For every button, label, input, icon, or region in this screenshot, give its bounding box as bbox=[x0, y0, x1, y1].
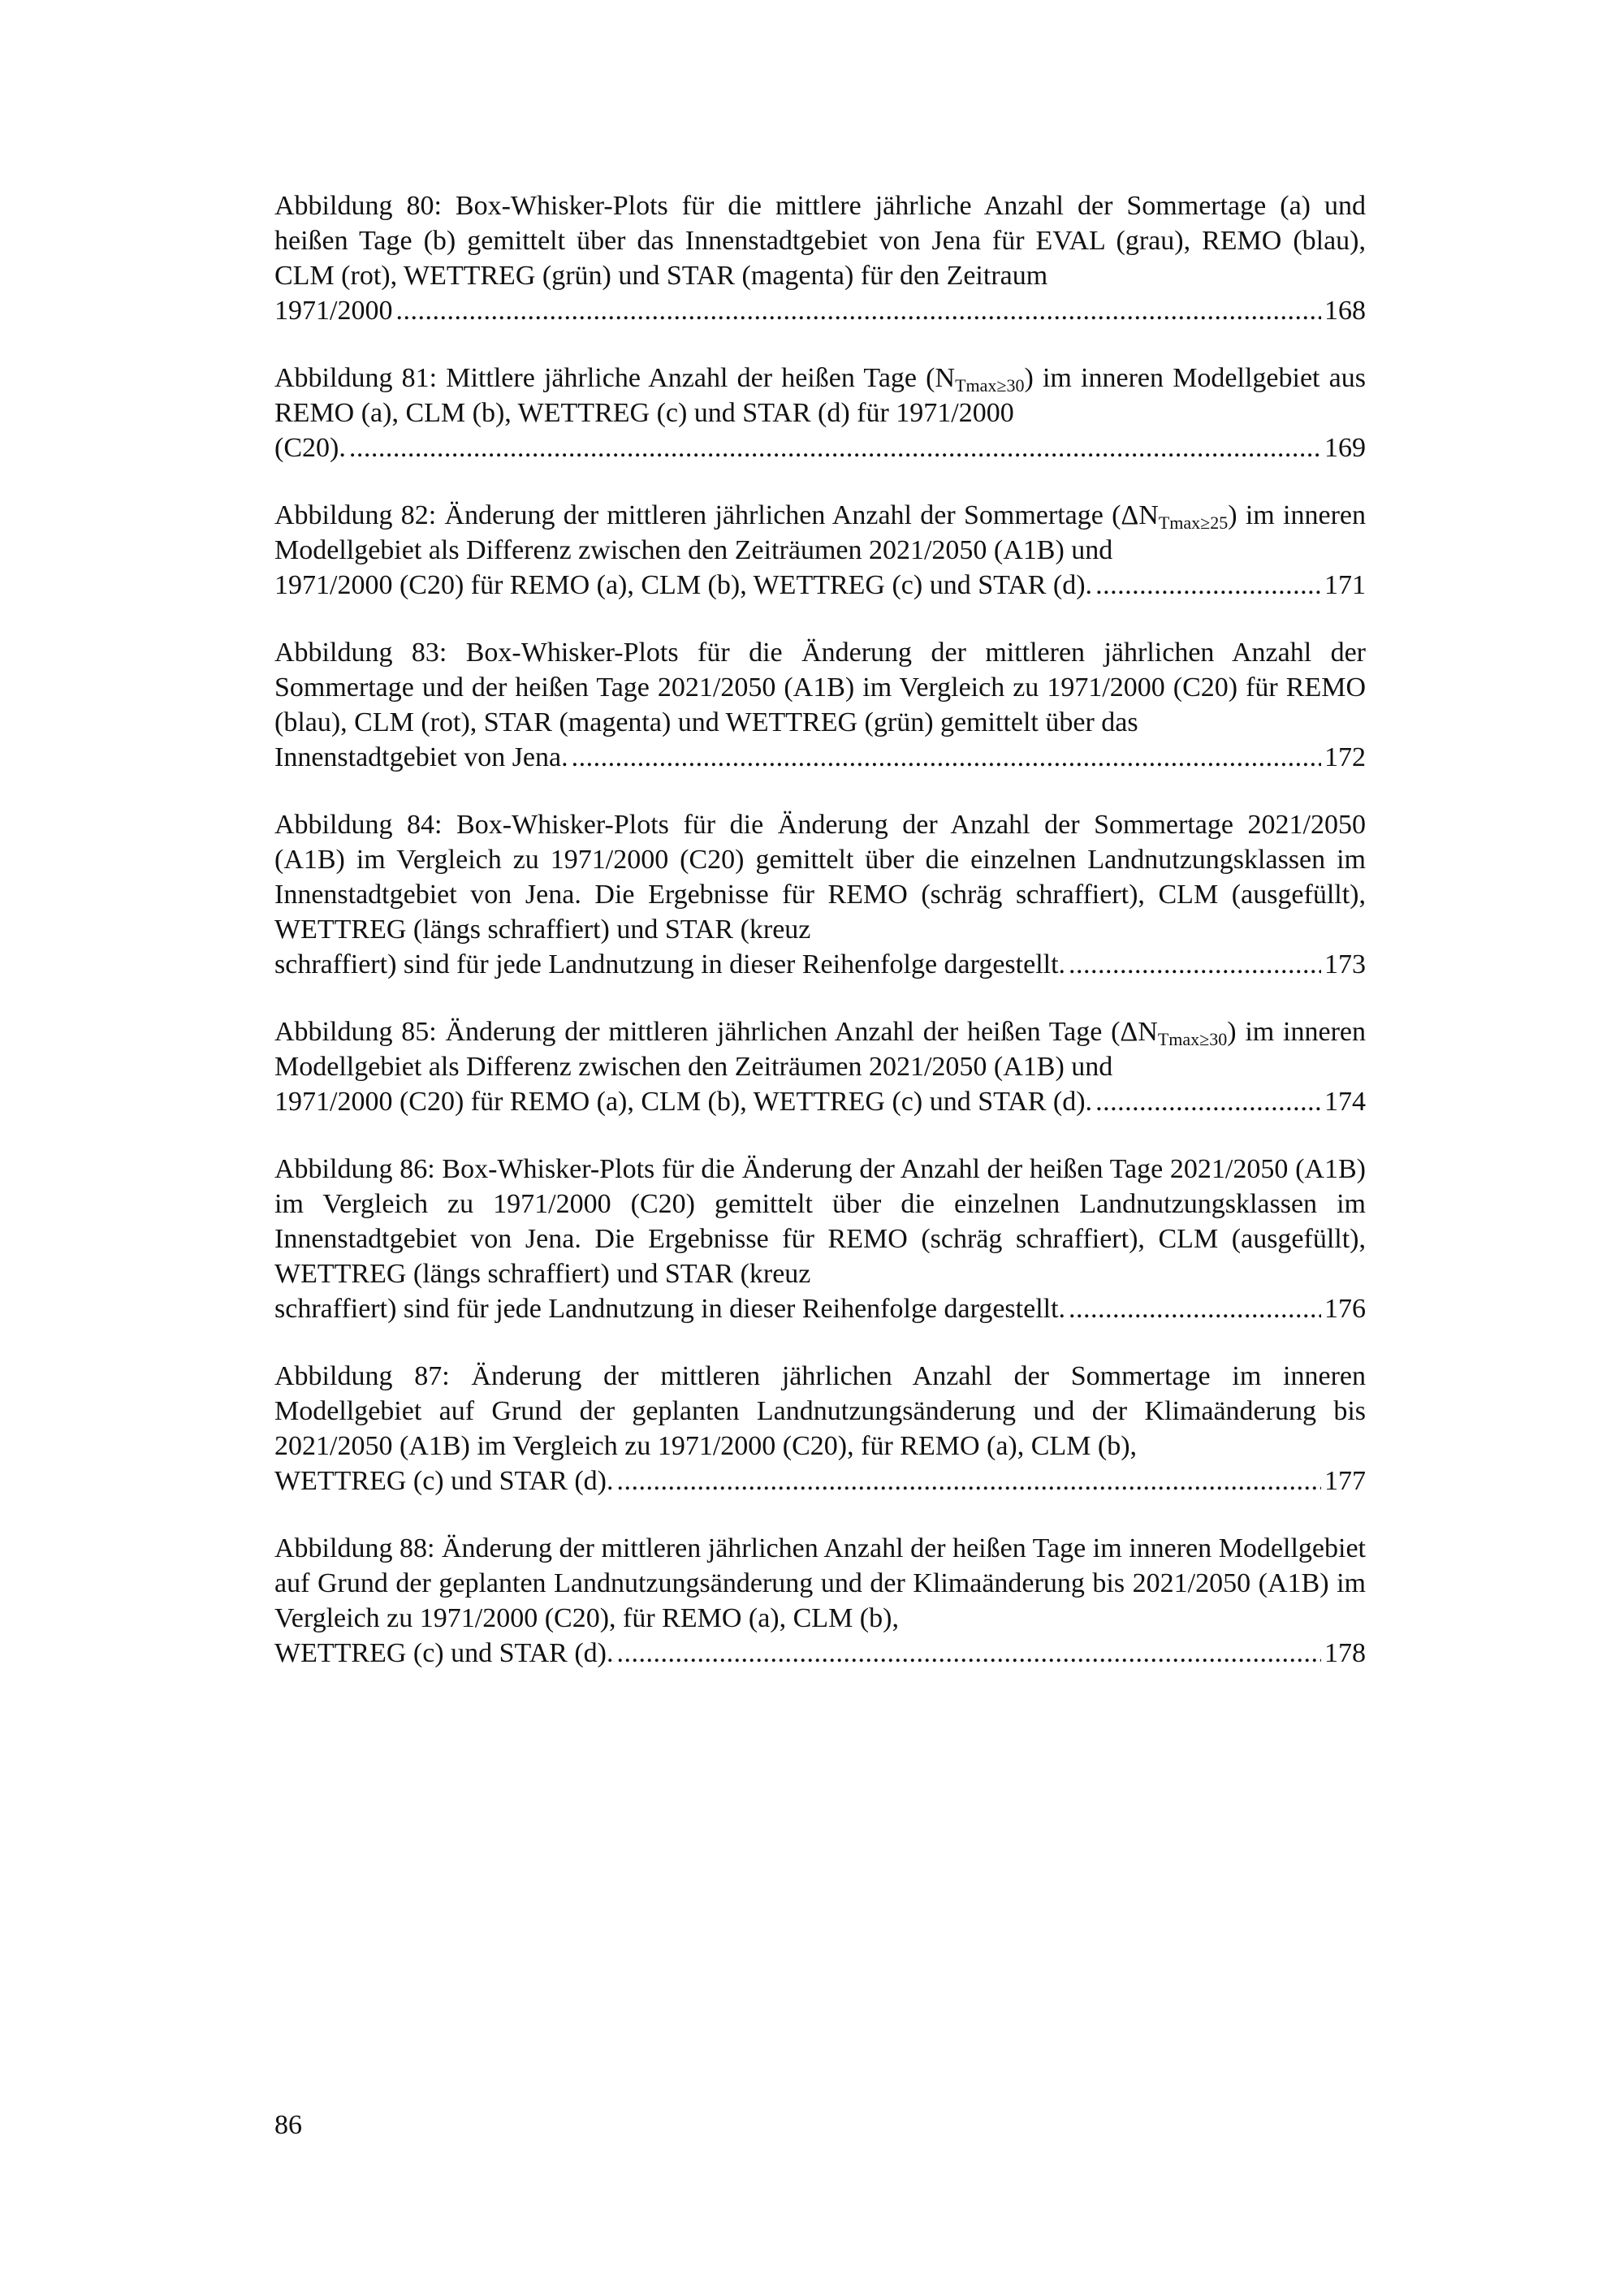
dot-leader bbox=[395, 293, 1321, 328]
dot-leader bbox=[572, 740, 1321, 775]
entry-page-number: 176 bbox=[1324, 1294, 1366, 1324]
list-of-figures bbox=[274, 188, 1366, 1703]
entry-text-end: schraffiert) sind für jede Landnutzung in dieser Reihenfolge dargestellt. bbox=[274, 1294, 1066, 1324]
entry-text: Abbildung 87: Änderung der mittleren jährlichen Anzahl der Sommertage im inneren Modellgebiet auf Grund der geplanten Landnutzungsänderung und der Klimaänderung bis 2021/2050 (A1B) im Vergleich zu 1971/2000 (C20), für REMO (a), CLM (b), bbox=[274, 1361, 1366, 1461]
entry-page-number: 174 bbox=[1324, 1087, 1366, 1117]
entry-text bbox=[274, 1014, 1366, 1084]
entry-page-number: 177 bbox=[1324, 1466, 1366, 1496]
subscript: Tmax≥30 bbox=[955, 375, 1025, 396]
entry-text bbox=[274, 361, 1366, 430]
entry-text: Abbildung 84: Box-Whisker-Plots für die Änderung der Anzahl der Sommertage 2021/2050 (A1B) im Vergleich zu 1971/2000 (C20) gemittelt über die einzelnen Landnutzungsklassen im Innenstadtgebiet von Jena. Die Ergebnisse für REMO (schräg schraffiert), CLM (ausgefüllt), WETTREG (längs schraffiert) und STAR (kreuz bbox=[274, 810, 1366, 945]
toc-entry-abbildung-85[interactable] bbox=[274, 1014, 1366, 1119]
entry-page-number: 178 bbox=[1324, 1638, 1366, 1668]
entry-text-part: Abbildung 82: Änderung der mittleren jährlichen Anzahl der Sommertage (ΔN bbox=[274, 500, 1159, 530]
toc-entry-abbildung-82[interactable] bbox=[274, 498, 1366, 603]
entry-text bbox=[274, 498, 1366, 568]
entry-text: Abbildung 88: Änderung der mittleren jährlichen Anzahl der heißen Tage im inneren Modellgebiet auf Grund der geplanten Landnutzungsänderung und der Klimaänderung bis 2021/2050 (A1B) im Vergleich zu 1971/2000 (C20), für REMO (a), CLM (b), bbox=[274, 1533, 1366, 1633]
entry-text-part: Abbildung 85: Änderung der mittleren jährlichen Anzahl der heißen Tage (ΔN bbox=[274, 1017, 1158, 1047]
entry-text-end: WETTREG (c) und STAR (d). bbox=[274, 1638, 614, 1668]
subscript: Tmax≥30 bbox=[1157, 1029, 1228, 1049]
entry-text-end: (C20). bbox=[274, 433, 346, 463]
entry-text-end: 1971/2000 (C20) für REMO (a), CLM (b), WETTREG (c) und STAR (d). bbox=[274, 1087, 1093, 1117]
entry-last-line bbox=[274, 430, 1366, 465]
entry-last-line bbox=[274, 740, 1366, 775]
dot-leader bbox=[1095, 568, 1321, 603]
subscript: Tmax≥25 bbox=[1158, 512, 1229, 533]
dot-leader bbox=[1069, 947, 1321, 982]
toc-entry-abbildung-81[interactable] bbox=[274, 361, 1366, 465]
entry-page-number: 168 bbox=[1324, 296, 1366, 326]
entry-page-number: 173 bbox=[1324, 949, 1366, 979]
entry-last-line bbox=[274, 1636, 1366, 1671]
dot-leader bbox=[616, 1464, 1321, 1498]
entry-page-number: 171 bbox=[1324, 570, 1366, 600]
entry-page-number: 172 bbox=[1324, 742, 1366, 772]
entry-last-line bbox=[274, 568, 1366, 603]
entry-text-part: ) im inneren Modellgebiet als Differenz zwischen den Zeiträumen 2021/2050 (A1B) und bbox=[274, 1017, 1366, 1082]
entry-text-part: ) im inneren Modellgebiet als Differenz zwischen den Zeiträumen 2021/2050 (A1B) und bbox=[274, 500, 1366, 565]
toc-entry-abbildung-84[interactable] bbox=[274, 807, 1366, 982]
entry-last-line bbox=[274, 1464, 1366, 1498]
entry-text-end: Innenstadtgebiet von Jena. bbox=[274, 742, 568, 772]
entry-text-part: Abbildung 81: Mittlere jährliche Anzahl der heißen Tage (N bbox=[274, 363, 956, 393]
entry-text: Abbildung 86: Box-Whisker-Plots für die Änderung der Anzahl der heißen Tage 2021/2050 (A1B) im Vergleich zu 1971/2000 (C20) gemittelt über die einzelnen Landnutzungsklassen im Innenstadtgebiet von Jena. Die Ergebnisse für REMO (schräg schraffiert), CLM (ausgefüllt), WETTREG (längs schraffiert) und STAR (kreuz bbox=[274, 1154, 1366, 1289]
entry-text-end: schraffiert) sind für jede Landnutzung in dieser Reihenfolge dargestellt. bbox=[274, 949, 1066, 979]
entry-text-part: ) im inneren Modellgebiet aus REMO (a), CLM (b), WETTREG (c) und STAR (d) für 1971/2000 bbox=[274, 363, 1366, 428]
dot-leader bbox=[1095, 1084, 1321, 1119]
entry-text: Abbildung 83: Box-Whisker-Plots für die Änderung der mittleren jährlichen Anzahl der Sommertage und der heißen Tage 2021/2050 (A1B) im Vergleich zu 1971/2000 (C20) für REMO (blau), CLM (rot), STAR (magenta) und WETTREG (grün) gemittelt über das bbox=[274, 638, 1366, 737]
dot-leader bbox=[616, 1636, 1321, 1671]
entry-last-line bbox=[274, 1084, 1366, 1119]
dot-leader bbox=[349, 430, 1321, 465]
toc-entry-abbildung-80[interactable] bbox=[274, 188, 1366, 328]
entry-last-line bbox=[274, 1291, 1366, 1326]
toc-entry-abbildung-86[interactable] bbox=[274, 1152, 1366, 1326]
entry-page-number: 169 bbox=[1324, 433, 1366, 463]
entry-text-end: 1971/2000 (C20) für REMO (a), CLM (b), WETTREG (c) und STAR (d). bbox=[274, 570, 1093, 600]
entry-last-line bbox=[274, 293, 1366, 328]
entry-last-line bbox=[274, 947, 1366, 982]
toc-entry-abbildung-83[interactable] bbox=[274, 635, 1366, 775]
page-number: 86 bbox=[274, 2110, 302, 2140]
dot-leader bbox=[1069, 1291, 1321, 1326]
entry-text-end: 1971/2000 bbox=[274, 296, 393, 326]
toc-entry-abbildung-87[interactable] bbox=[274, 1359, 1366, 1498]
entry-text: Abbildung 80: Box-Whisker-Plots für die mittlere jährliche Anzahl der Sommertage (a) und heißen Tage (b) gemittelt über das Innenstadtgebiet von Jena für EVAL (grau), REMO (blau), CLM (rot), WETTREG (grün) und STAR (magenta) für den Zeitraum bbox=[274, 191, 1366, 291]
toc-entry-abbildung-88[interactable] bbox=[274, 1531, 1366, 1671]
entry-text-end: WETTREG (c) und STAR (d). bbox=[274, 1466, 614, 1496]
